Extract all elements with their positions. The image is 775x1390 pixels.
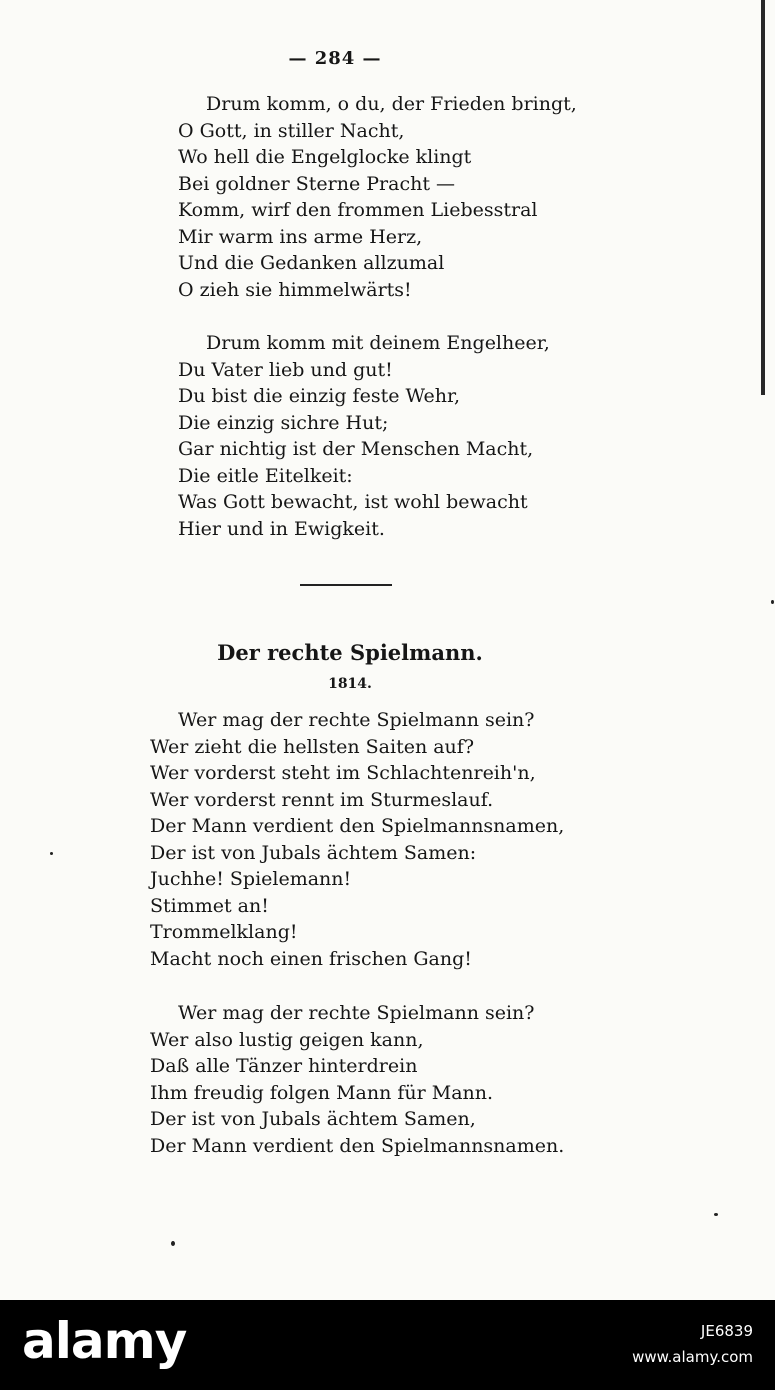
verse-line: Hier und in Ewigkeit. xyxy=(178,517,385,540)
page-edge-shadow xyxy=(761,0,765,395)
verse-line: Gar nichtig ist der Menschen Macht, xyxy=(178,438,534,460)
verse-line: Der ist von Jubals ächtem Samen, xyxy=(150,1108,476,1130)
verse-line: Trommelklang! xyxy=(150,921,298,943)
site-url-label: www.alamy.com xyxy=(632,1348,753,1366)
section-divider xyxy=(300,584,392,586)
watermark-banner xyxy=(0,1300,775,1390)
verse-line: O Gott, in stiller Nacht, xyxy=(178,119,405,142)
ink-speck xyxy=(171,1241,175,1246)
stanza-1 xyxy=(178,91,577,303)
verse-line: Mir warm ins arme Herz, xyxy=(178,225,423,248)
verse-line: Juchhe! Spielemann! xyxy=(150,868,352,890)
verse-line: Komm, wirf den frommen Liebesstral xyxy=(178,199,538,221)
verse-line: Drum komm mit deinem Engelheer, xyxy=(206,332,550,354)
alamy-logo: alamy xyxy=(22,1312,187,1370)
verse-line: Wer vorderst steht im Schlachtenreih'n, xyxy=(150,762,536,784)
verse-line: Was Gott bewacht, ist wohl bewacht xyxy=(178,491,528,513)
poem-stanza-2 xyxy=(150,1000,564,1159)
verse-line: Die eitle Eitelkeit: xyxy=(178,464,353,487)
verse-line: Der ist von Jubals ächtem Samen: xyxy=(150,841,477,864)
verse-line: Stimmet an! xyxy=(150,894,269,917)
poem-title: Der rechte Spielmann. xyxy=(217,640,483,665)
ink-speck xyxy=(50,852,53,855)
page-number: — 284 — xyxy=(288,48,382,69)
verse-line: Du bist die einzig feste Wehr, xyxy=(178,385,460,407)
verse-line: Der Mann verdient den Spielmannsnamen. xyxy=(150,1134,565,1157)
verse-line: Drum komm, o du, der Frieden bringt, xyxy=(206,93,577,115)
verse-line: Wer mag der rechte Spielmann sein? xyxy=(178,709,535,731)
verse-line: Und die Gedanken allzumal xyxy=(178,252,445,274)
stanza-2 xyxy=(178,330,550,542)
poem-stanza-1 xyxy=(150,707,564,972)
verse-line: Bei goldner Sterne Pracht — xyxy=(178,172,456,195)
verse-line: Macht noch einen frischen Gang! xyxy=(150,947,472,970)
verse-line: O zieh sie himmelwärts! xyxy=(178,278,412,301)
verse-line: Ihm freudig folgen Mann für Mann. xyxy=(150,1081,494,1104)
verse-line: Wo hell die Engelglocke klingt xyxy=(178,146,472,168)
verse-line: Die einzig sichre Hut; xyxy=(178,411,389,434)
verse-line: Daß alle Tänzer hinterdrein xyxy=(150,1055,418,1077)
verse-line: Du Vater lieb und gut! xyxy=(178,358,393,381)
ink-speck xyxy=(714,1213,718,1216)
verse-line: Wer also lustig geigen kann, xyxy=(150,1028,424,1051)
ink-speck xyxy=(771,600,774,604)
image-id-label: JE6839 xyxy=(700,1322,753,1340)
verse-line: Wer zieht die hellsten Saiten auf? xyxy=(150,735,475,758)
verse-line: Der Mann verdient den Spielmannsnamen, xyxy=(150,815,565,837)
poem-year: 1814. xyxy=(328,676,372,692)
verse-line: Wer vorderst rennt im Sturmeslauf. xyxy=(150,788,494,811)
verse-line: Wer mag der rechte Spielmann sein? xyxy=(178,1002,535,1024)
